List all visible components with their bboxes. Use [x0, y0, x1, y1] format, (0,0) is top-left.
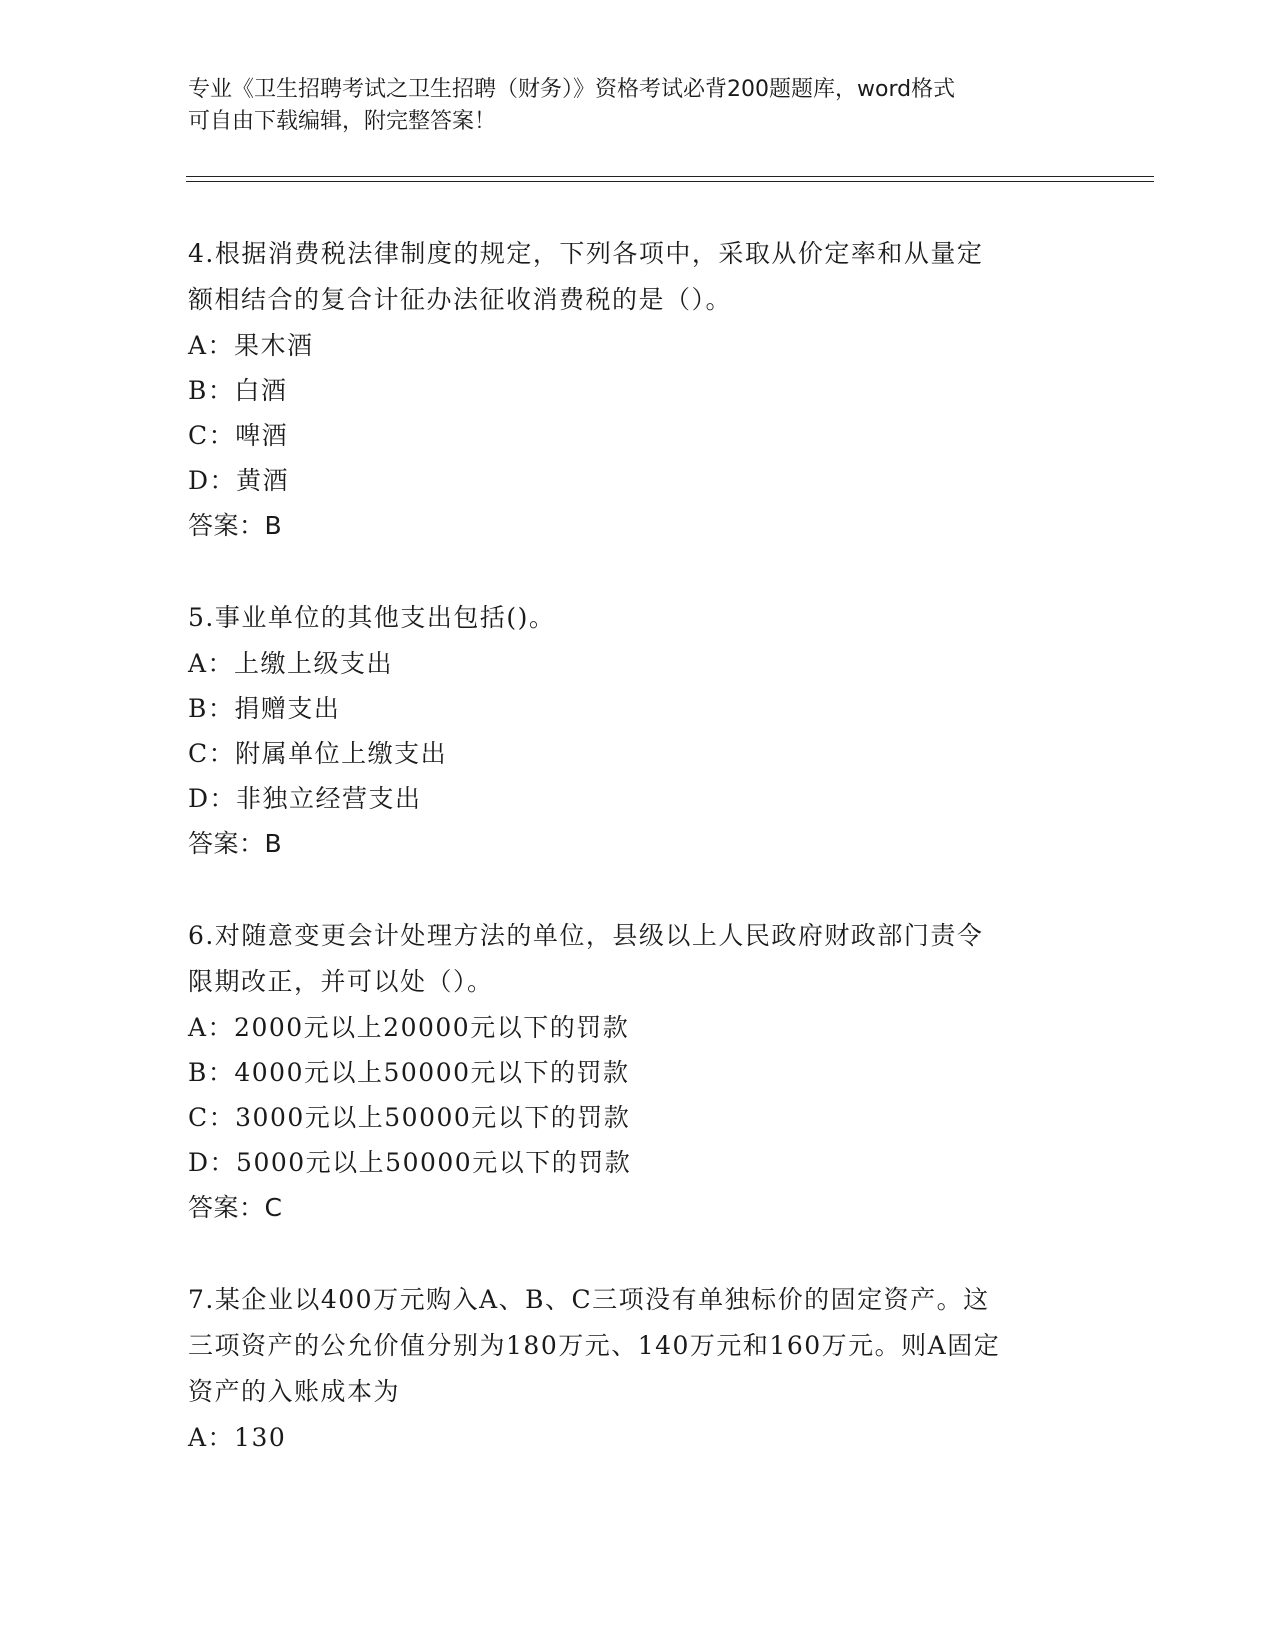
question-text-line: 7.某企业以400万元购入A、B、C三项没有单独标价的固定资产。这 — [188, 1285, 990, 1314]
option-a: A：2000元以上20000元以下的罚款 — [188, 1013, 630, 1042]
option-d: D：黄酒 — [188, 466, 290, 495]
option-a: A：130 — [188, 1423, 287, 1452]
question-7 — [188, 1277, 1088, 1460]
option-a: A：果木酒 — [188, 331, 314, 360]
question-text-line: 额相结合的复合计征办法征收消费税的是（）。 — [188, 285, 733, 314]
question-text-line: 6.对随意变更会计处理方法的单位，县级以上人民政府财政部门责令 — [188, 921, 984, 950]
option-d: D：5000元以上50000元以下的罚款 — [188, 1148, 632, 1177]
document-header — [188, 74, 1088, 138]
option-c: C：3000元以上50000元以下的罚款 — [188, 1103, 631, 1132]
question-text-line: 资产的入账成本为 — [188, 1377, 401, 1406]
answer: 答案：B — [188, 511, 283, 540]
question-5 — [188, 595, 1088, 867]
question-4 — [188, 231, 1088, 549]
header-divider — [186, 176, 1154, 182]
option-b: B：白酒 — [188, 376, 288, 405]
question-list — [188, 231, 1088, 1506]
option-a: A：上缴上级支出 — [188, 649, 394, 678]
answer: 答案：B — [188, 829, 283, 858]
question-text-line: 三项资产的公允价值分别为180万元、140万元和160万元。则A固定 — [188, 1331, 1001, 1360]
question-text-line: 4.根据消费税法律制度的规定，下列各项中，采取从价定率和从量定 — [188, 239, 984, 268]
question-6 — [188, 913, 1088, 1231]
question-text-line: 限期改正，并可以处（）。 — [188, 967, 494, 996]
option-c: C：附属单位上缴支出 — [188, 739, 448, 768]
option-b: B：4000元以上50000元以下的罚款 — [188, 1058, 630, 1087]
option-c: C：啤酒 — [188, 421, 289, 450]
header-line-1: 专业《卫生招聘考试之卫生招聘（财务）》资格考试必背200题题库，word格式 — [188, 77, 956, 102]
option-d: D：非独立经营支出 — [188, 784, 422, 813]
answer: 答案：C — [188, 1193, 283, 1222]
header-line-2: 可自由下载编辑，附完整答案！ — [188, 109, 497, 134]
option-b: B：捐赠支出 — [188, 694, 341, 723]
question-text-line: 5.事业单位的其他支出包括()。 — [188, 603, 556, 632]
